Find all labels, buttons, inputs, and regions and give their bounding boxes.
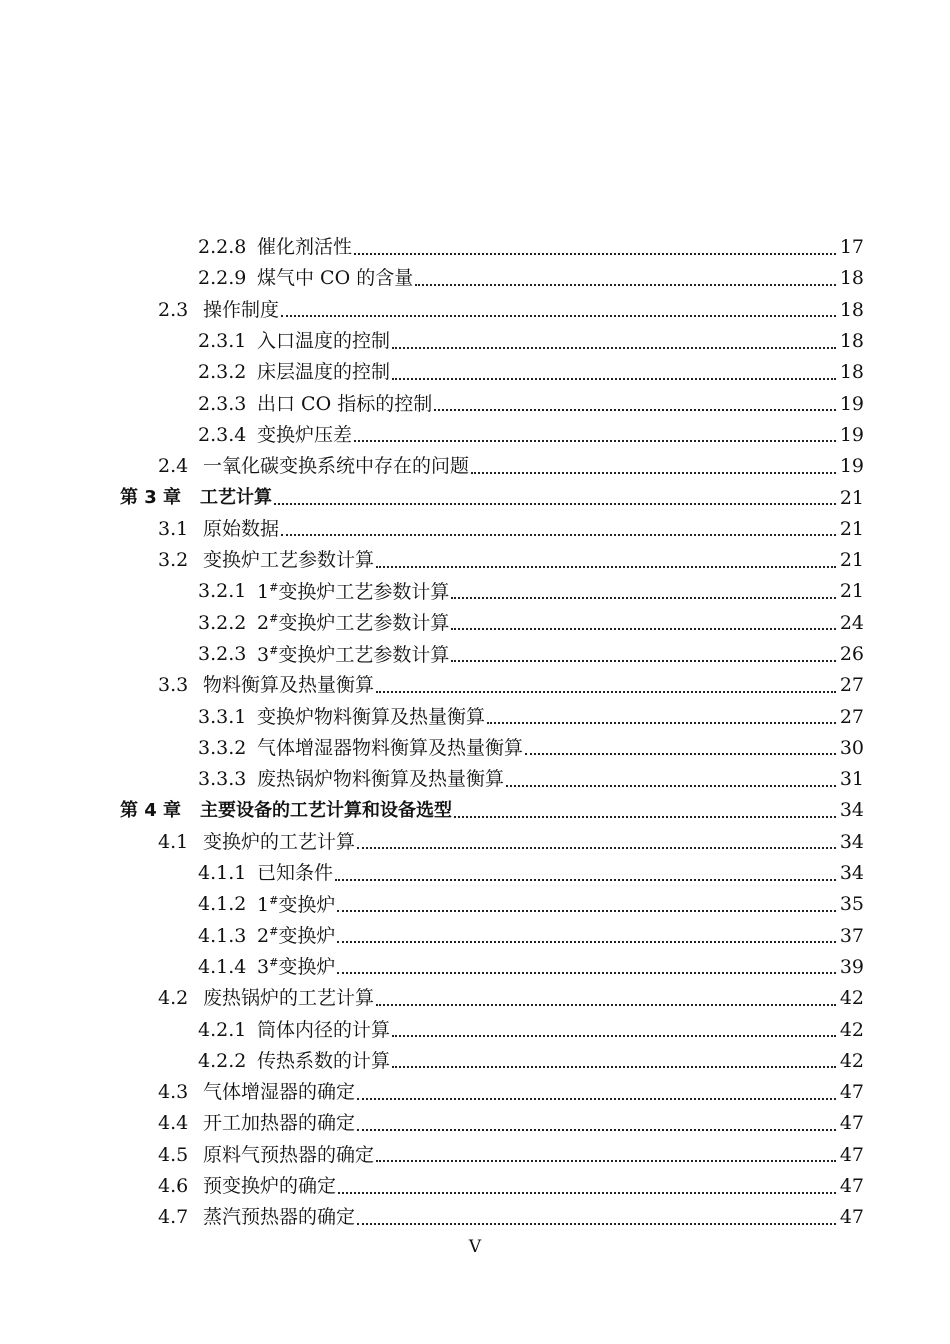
toc-entry-number: 4.1.3	[198, 924, 247, 947]
dot-leader	[354, 440, 836, 442]
toc-entry-title	[257, 613, 449, 633]
dot-leader	[451, 597, 836, 599]
dot-leader	[376, 1004, 836, 1006]
toc-entry-page-number: 18	[839, 298, 864, 321]
dot-leader	[376, 566, 836, 568]
toc-entry-title	[257, 736, 524, 759]
toc-entry-page-number: 34	[839, 830, 864, 853]
toc-entry-number: 4.1.1	[198, 862, 247, 885]
toc-entry-title-text: 变换炉压差	[257, 423, 353, 446]
toc-entry-prefix: 3	[257, 956, 270, 979]
toc-entry[interactable]	[0, 733, 950, 764]
toc-entry-number: 2.3.3	[198, 392, 247, 415]
toc-entry-title	[257, 332, 390, 351]
toc-entry-title	[200, 799, 452, 821]
toc-entry-number: 第 3 章	[120, 487, 182, 509]
dot-leader	[281, 534, 836, 536]
toc-entry[interactable]	[0, 1046, 950, 1077]
toc-entry[interactable]	[0, 701, 950, 732]
dot-leader	[376, 691, 836, 693]
toc-entry-title-text: 废热锅炉的工艺计算	[203, 987, 375, 1010]
toc-entry-title	[257, 423, 353, 446]
dot-leader	[392, 378, 836, 380]
toc-entry-page-number: 42	[839, 1018, 864, 1041]
toc-entry-page-number: 30	[839, 736, 864, 759]
toc-entry-page-number: 21	[839, 549, 864, 572]
toc-entry-number: 4.1.2	[198, 893, 247, 916]
page-number-footer: V	[468, 1237, 482, 1257]
toc-entry-number: 4.7	[158, 1206, 189, 1229]
dot-leader	[337, 972, 836, 974]
toc-entry-title	[257, 1018, 391, 1041]
toc-entry-number: 3.2.3	[198, 643, 247, 665]
dot-leader	[354, 253, 836, 255]
toc-entry[interactable]	[0, 1202, 950, 1233]
dot-leader	[415, 284, 836, 286]
toc-entry-title-text: 传热系数的计算	[257, 1049, 391, 1072]
dot-leader	[487, 722, 836, 724]
toc-entry-title-text: 入口温度的控制	[257, 330, 391, 353]
toc-entry-title-text: 变换炉工艺参数计算	[278, 580, 450, 603]
toc-entry-number: 2.4	[158, 455, 189, 478]
toc-entry[interactable]	[0, 764, 950, 795]
toc-entry-page-number: 34	[839, 799, 864, 822]
toc-entry-title	[203, 1143, 375, 1166]
toc-entry-title	[257, 645, 449, 665]
dot-leader	[357, 1129, 836, 1131]
toc-entry-page-number: 35	[839, 893, 864, 916]
toc-entry-title	[257, 582, 449, 602]
toc-entry[interactable]	[0, 889, 950, 920]
dot-leader	[454, 816, 836, 818]
toc-entry-page-number: 24	[839, 611, 864, 634]
toc-entry-prefix: 2	[257, 925, 270, 948]
table-of-contents	[0, 232, 950, 1234]
dot-leader	[392, 1035, 836, 1037]
toc-entry-page-number: 47	[839, 1081, 864, 1104]
toc-entry-number: 3.3.2	[198, 736, 247, 759]
toc-entry[interactable]	[0, 795, 950, 826]
toc-entry-title-text: 催化剂活性	[257, 236, 353, 259]
toc-entry-title-text: 气体增湿器物料衡算及热量衡算	[257, 736, 524, 759]
toc-entry-title	[203, 1114, 355, 1133]
toc-entry-title-text: 变换炉工艺参数计算	[278, 612, 450, 635]
toc-entry-number: 3.3	[158, 674, 189, 697]
toc-entry-title-text: 主要设备的工艺计算和设备选型	[200, 799, 452, 821]
toc-entry-title-text: 操作制度	[203, 298, 280, 321]
dot-leader	[274, 503, 836, 505]
dot-leader	[357, 1223, 836, 1225]
toc-entry-page-number: 21	[839, 517, 864, 540]
toc-entry-title-text: 变换炉	[278, 925, 336, 948]
toc-entry-page-number: 27	[839, 674, 864, 697]
toc-entry-title	[257, 1049, 391, 1072]
toc-entry[interactable]	[0, 388, 950, 419]
toc-entry-number: 4.5	[158, 1143, 189, 1166]
toc-entry-superscript: #	[269, 893, 279, 907]
toc-entry-superscript: #	[269, 925, 279, 939]
toc-entry-title	[257, 926, 335, 946]
toc-entry-page-number: 31	[839, 768, 864, 791]
toc-entry-page-number: 18	[839, 361, 864, 384]
toc-entry-page-number: 27	[839, 705, 864, 728]
toc-entry-title-text: 变换炉工艺参数计算	[278, 643, 450, 666]
toc-entry-title-text: 原始数据	[203, 517, 280, 540]
toc-entry-title-text: 变换炉	[278, 956, 336, 979]
toc-entry[interactable]	[0, 983, 950, 1014]
toc-entry-number: 4.2.1	[198, 1018, 247, 1041]
toc-entry[interactable]	[0, 1171, 950, 1202]
toc-entry-prefix: 1	[257, 580, 270, 603]
toc-entry[interactable]	[0, 576, 950, 607]
toc-entry-page-number: 17	[839, 236, 864, 259]
toc-entry-title	[203, 1208, 355, 1227]
toc-entry-title-text: 工艺计算	[200, 487, 272, 509]
toc-entry-number: 3.3.3	[198, 768, 247, 791]
toc-entry-title-text: 已知条件	[257, 862, 334, 885]
dot-leader	[281, 315, 836, 317]
toc-entry-page-number: 18	[839, 267, 864, 290]
toc-entry-page-number: 21	[839, 486, 864, 509]
toc-entry-title-text: 原料气预热器的确定	[203, 1143, 375, 1166]
toc-entry-page-number: 19	[839, 455, 864, 478]
dot-leader	[506, 785, 836, 787]
toc-entry-number: 2.3.1	[198, 330, 247, 353]
toc-entry[interactable]	[0, 326, 950, 357]
toc-entry-title-text: 预变换炉的确定	[203, 1175, 337, 1198]
toc-entry-number: 3.2	[158, 549, 189, 572]
toc-entry-title-text: 变换炉工艺参数计算	[203, 549, 375, 572]
toc-entry[interactable]	[0, 1077, 950, 1108]
toc-entry-page-number: 47	[839, 1206, 864, 1229]
toc-entry-number: 2.3.4	[198, 423, 247, 446]
toc-entry-title	[203, 298, 280, 321]
toc-entry[interactable]	[0, 357, 950, 388]
toc-entry-title-text: 床层温度的控制	[257, 361, 391, 384]
toc-entry-page-number: 47	[839, 1112, 864, 1135]
toc-entry[interactable]	[0, 1108, 950, 1139]
toc-entry-page-number: 39	[839, 955, 864, 978]
toc-entry-number: 4.4	[158, 1112, 189, 1135]
toc-entry-title-text: 一氧化碳变换系统中存在的问题	[203, 455, 470, 478]
toc-entry-superscript: #	[269, 612, 279, 626]
toc-entry-number: 第 4 章	[120, 799, 182, 821]
toc-entry-page-number: 34	[839, 862, 864, 885]
toc-entry-prefix: 2	[257, 612, 270, 635]
toc-entry-title	[257, 770, 504, 789]
toc-entry-page-number: 47	[839, 1175, 864, 1198]
toc-entry-title-text: 物料衡算及热量衡算	[203, 674, 375, 697]
toc-entry[interactable]	[0, 670, 950, 701]
toc-entry-title	[203, 1083, 355, 1102]
dot-leader	[335, 879, 836, 881]
dot-leader	[451, 660, 836, 662]
toc-entry-title	[203, 676, 374, 695]
toc-entry-title	[203, 551, 374, 570]
dot-leader	[337, 941, 836, 943]
toc-entry-prefix: 3	[257, 643, 270, 666]
toc-entry-page-number: 37	[839, 924, 864, 947]
dot-leader	[357, 1098, 836, 1100]
toc-entry-title-text: 变换炉	[278, 893, 336, 916]
toc-entry-title	[203, 517, 280, 540]
toc-entry[interactable]	[0, 232, 950, 263]
toc-entry-title-text: 变换炉物料衡算及热量衡算	[257, 705, 486, 728]
toc-entry-number: 4.3	[158, 1081, 189, 1104]
toc-entry-page-number: 47	[839, 1143, 864, 1166]
toc-entry-title-text: 废热锅炉物料衡算及热量衡算	[257, 768, 505, 791]
toc-entry-title	[257, 864, 333, 883]
toc-entry-number: 2.3	[158, 298, 189, 321]
toc-entry[interactable]	[0, 827, 950, 858]
toc-entry-page-number: 19	[839, 392, 864, 415]
toc-entry-title	[257, 238, 352, 257]
dot-leader	[357, 847, 836, 849]
toc-entry-superscript: #	[269, 956, 279, 970]
toc-entry-title-text: 变换炉的工艺计算	[203, 830, 356, 853]
toc-entry-title-text: 开工加热器的确定	[203, 1112, 356, 1135]
dot-leader	[471, 472, 836, 474]
toc-entry-title	[203, 989, 374, 1008]
toc-entry-title	[203, 830, 356, 853]
toc-entry[interactable]	[0, 1140, 950, 1171]
dot-leader	[525, 753, 836, 755]
toc-entry-title	[257, 705, 486, 728]
toc-entry-page-number: 42	[839, 1049, 864, 1072]
toc-entry[interactable]	[0, 545, 950, 576]
toc-entry-superscript: #	[269, 580, 279, 594]
toc-entry-title	[257, 957, 335, 977]
toc-entry-title	[257, 895, 335, 915]
toc-entry-title-text: 蒸汽预热器的确定	[203, 1206, 356, 1229]
toc-entry-number: 3.2.1	[198, 580, 247, 603]
toc-entry-superscript: #	[269, 643, 279, 657]
toc-entry-number: 3.3.1	[198, 705, 247, 728]
toc-entry-title	[257, 392, 433, 415]
toc-entry-title	[203, 457, 469, 476]
toc-entry-title	[257, 269, 413, 288]
toc-entry[interactable]	[0, 608, 950, 639]
toc-entry-title	[257, 363, 390, 382]
toc-entry-title-text: 筒体内径的计算	[257, 1018, 391, 1041]
toc-entry[interactable]	[0, 1014, 950, 1045]
toc-entry[interactable]	[0, 952, 950, 983]
toc-entry[interactable]	[0, 420, 950, 451]
toc-entry[interactable]	[0, 639, 950, 670]
toc-entry-title-text: 煤气中 CO 的含量	[257, 267, 414, 290]
toc-entry[interactable]	[0, 295, 950, 326]
toc-entry-page-number: 42	[839, 987, 864, 1010]
dot-leader	[392, 1066, 836, 1068]
toc-entry-number: 3.2.2	[198, 611, 247, 634]
toc-entry-number: 4.2.2	[198, 1049, 247, 1072]
toc-entry-title	[203, 1177, 336, 1196]
toc-entry[interactable]	[0, 921, 950, 952]
toc-entry-number: 4.6	[158, 1175, 189, 1198]
toc-entry-number: 2.3.2	[198, 361, 247, 384]
toc-entry-number: 4.1.4	[198, 955, 247, 978]
toc-entry[interactable]	[0, 263, 950, 294]
toc-entry-number: 4.2	[158, 987, 189, 1010]
toc-entry-number: 2.2.8	[198, 236, 247, 259]
toc-entry-prefix: 1	[257, 893, 270, 916]
toc-entry-page-number: 26	[839, 643, 864, 665]
toc-entry-page-number: 18	[839, 330, 864, 353]
toc-entry[interactable]	[0, 482, 950, 513]
toc-entry[interactable]	[0, 451, 950, 482]
dot-leader	[434, 409, 836, 411]
toc-entry[interactable]	[0, 514, 950, 545]
toc-entry-page-number: 19	[839, 423, 864, 446]
toc-entry-number: 4.1	[158, 830, 189, 853]
dot-leader	[338, 1192, 836, 1194]
toc-entry-title	[200, 489, 272, 507]
toc-entry-number: 2.2.9	[198, 267, 247, 290]
dot-leader	[376, 1160, 836, 1162]
toc-entry-number: 3.1	[158, 517, 189, 540]
dot-leader	[451, 628, 836, 630]
dot-leader	[392, 347, 836, 349]
toc-entry-title-text: 气体增湿器的确定	[203, 1081, 356, 1104]
toc-entry-title-text: 出口 CO 指标的控制	[257, 392, 433, 415]
toc-entry[interactable]	[0, 858, 950, 889]
toc-entry-page-number: 21	[839, 580, 864, 603]
dot-leader	[337, 910, 836, 912]
